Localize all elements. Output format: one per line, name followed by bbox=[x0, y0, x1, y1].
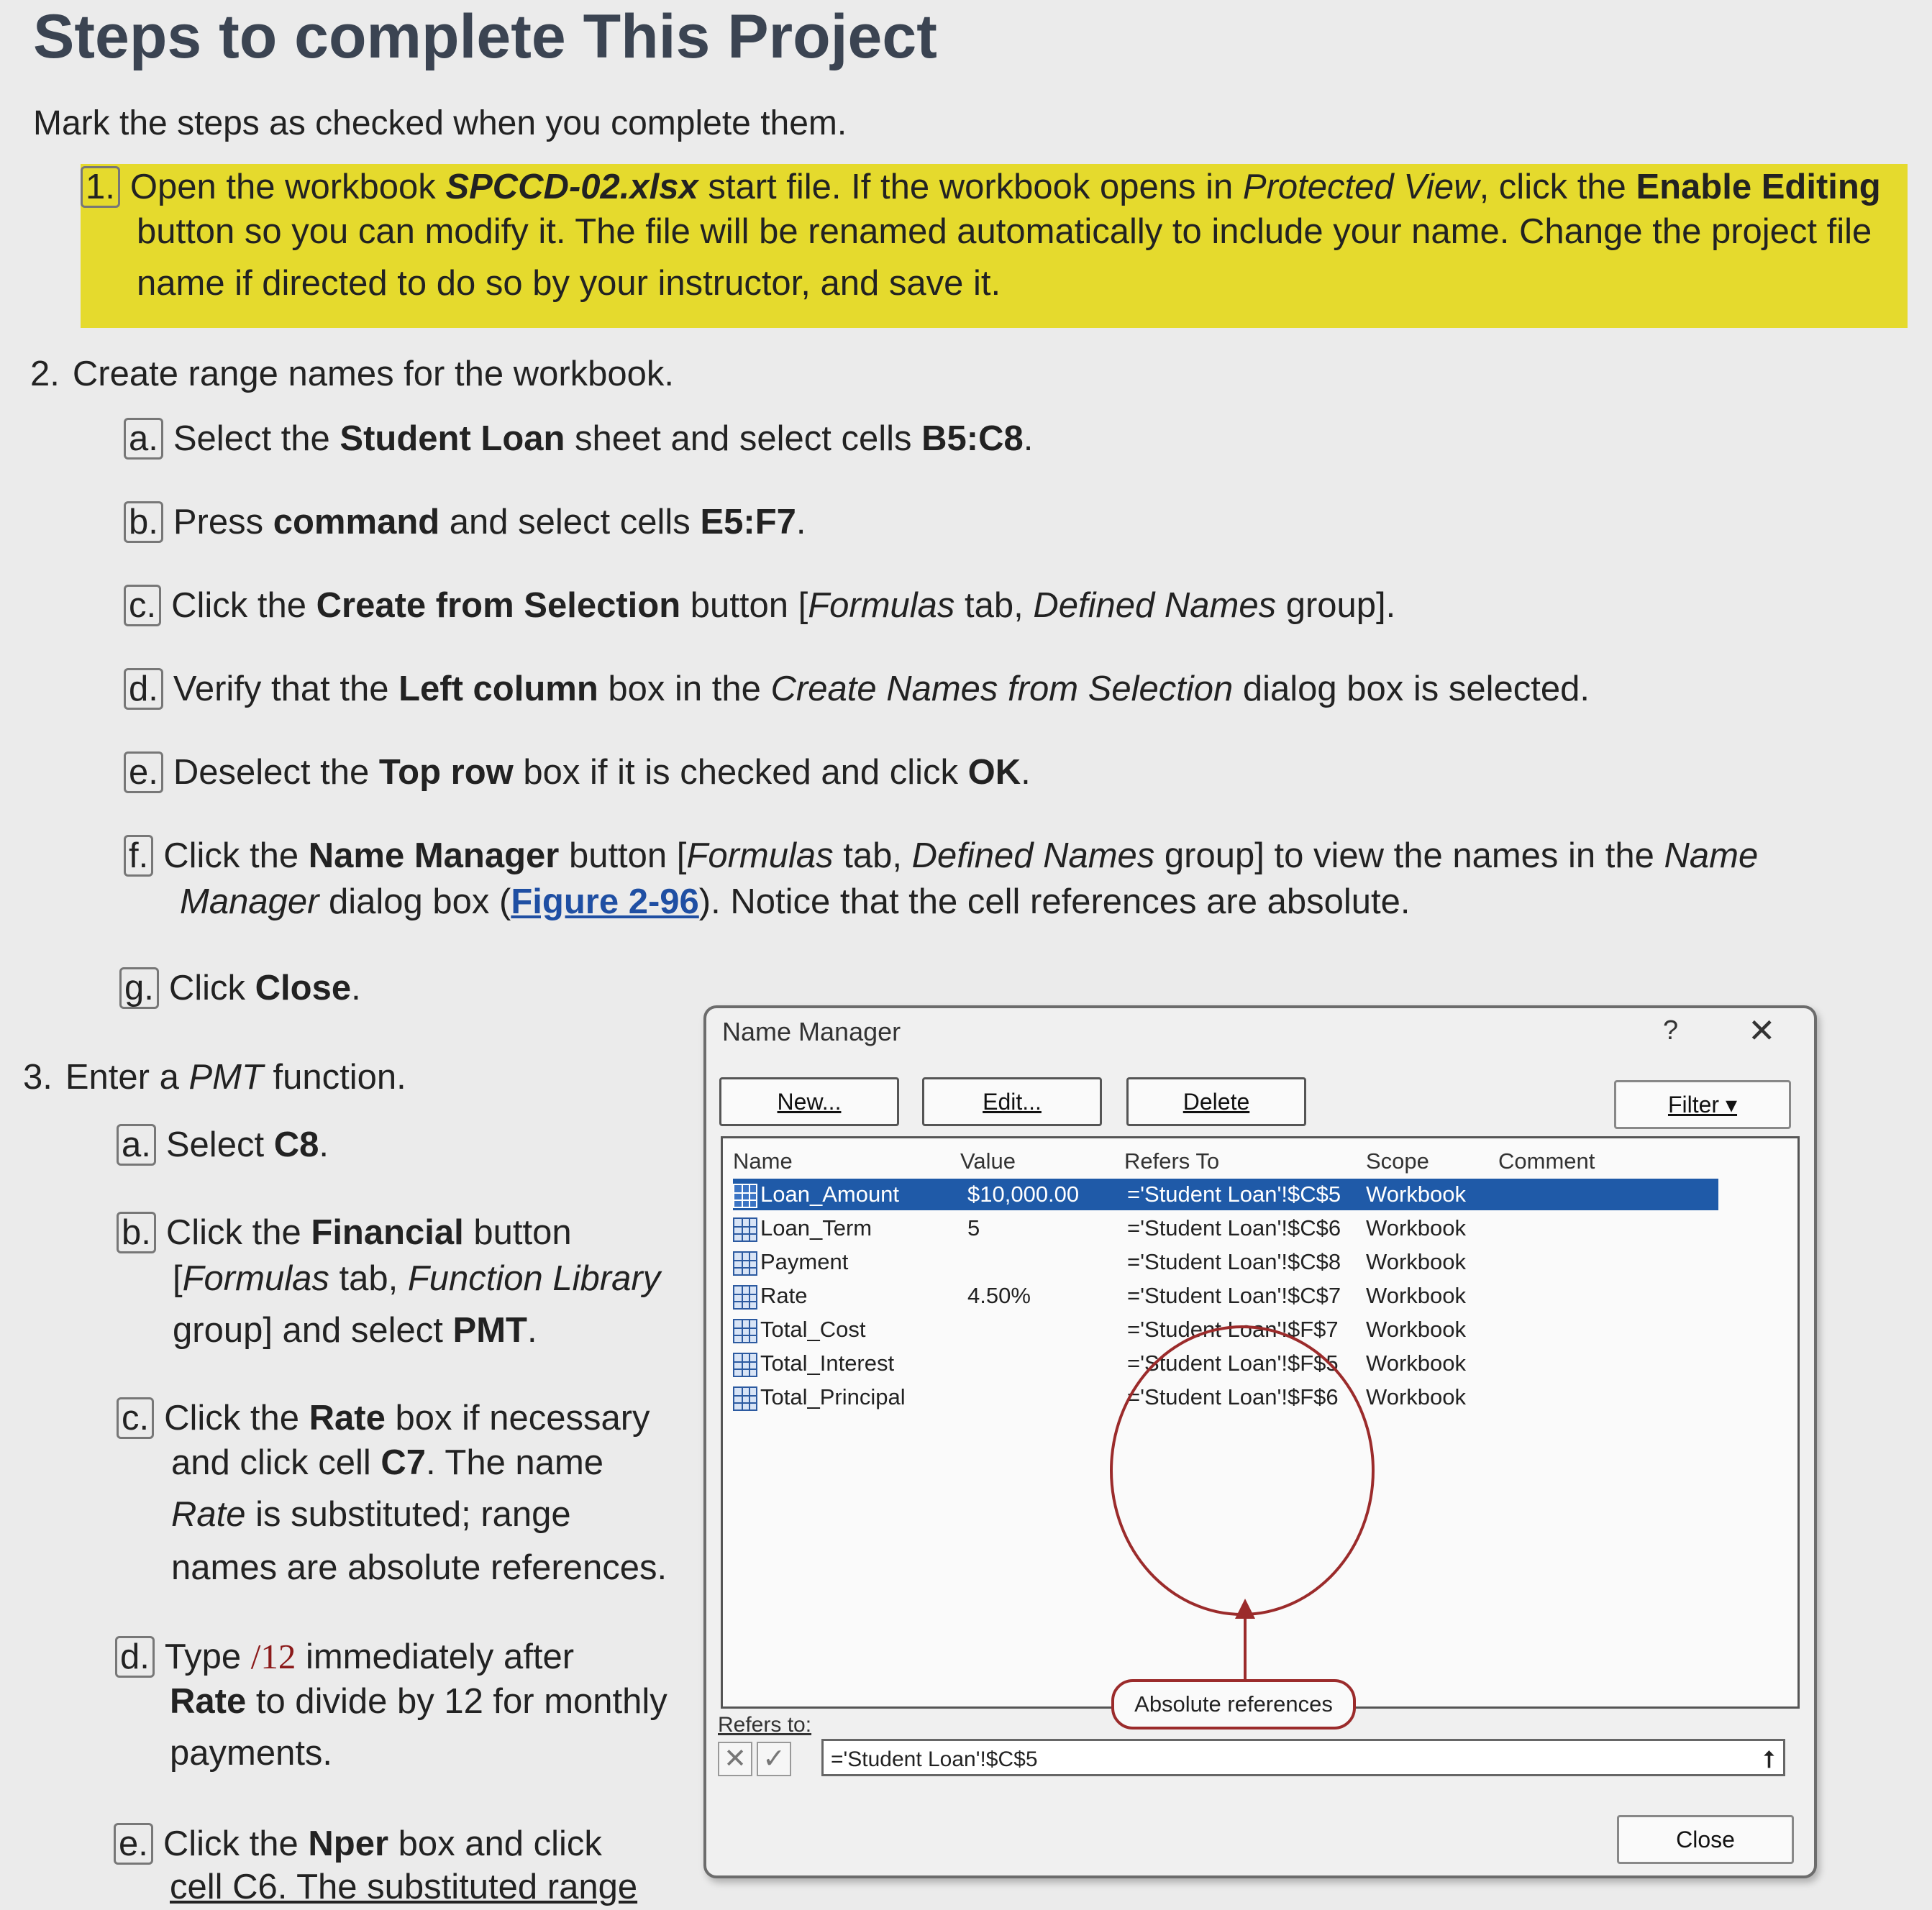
step-2f: f. Click the Name Manager button [Formulas tab, Defined Names group] to view the names in the Name bbox=[124, 833, 1758, 879]
refers-to-input[interactable]: ='Student Loan'!$C$5 ⭡ bbox=[821, 1739, 1785, 1776]
step-2g: g. Click Close. bbox=[119, 965, 361, 1011]
range-name-icon bbox=[733, 1285, 757, 1310]
table-row[interactable]: Loan_Term 5 ='Student Loan'!$C$6 Workbook bbox=[733, 1212, 1718, 1244]
step-3b-line-3: group] and select PMT. bbox=[173, 1311, 537, 1350]
help-icon[interactable]: ? bbox=[1663, 1015, 1679, 1046]
step-3a-checkbox[interactable]: a. bbox=[117, 1124, 156, 1166]
step-2e: e. Deselect the Top row box if it is checked and click OK. bbox=[124, 749, 1031, 795]
step-3c-line-2: and click cell C7. The name bbox=[171, 1443, 604, 1482]
step-3d-line-2: Rate to divide by 12 for monthly bbox=[170, 1682, 667, 1721]
step-3e-checkbox[interactable]: e. bbox=[114, 1823, 153, 1865]
range-name-icon bbox=[733, 1251, 757, 1276]
column-header-comment[interactable]: Comment bbox=[1498, 1148, 1595, 1174]
collapse-dialog-icon[interactable]: ⭡ bbox=[1763, 1747, 1774, 1773]
step-3d-line-3: payments. bbox=[170, 1734, 333, 1773]
page-title: Steps to complete This Project bbox=[33, 2, 937, 71]
table-row[interactable]: Rate 4.50% ='Student Loan'!$C$7 Workbook bbox=[733, 1280, 1718, 1312]
range-name-icon bbox=[733, 1353, 757, 1377]
column-header-scope[interactable]: Scope bbox=[1366, 1148, 1429, 1174]
filter-button[interactable]: Filter ▾ bbox=[1614, 1080, 1791, 1129]
refers-to-label: Refers to: bbox=[718, 1713, 812, 1737]
step-3c-checkbox[interactable]: c. bbox=[117, 1397, 154, 1439]
names-list[interactable] bbox=[721, 1136, 1800, 1717]
new-button[interactable]: New... bbox=[719, 1077, 899, 1126]
range-name-icon bbox=[733, 1184, 757, 1208]
step-1-checkbox[interactable]: 1. bbox=[81, 166, 120, 208]
step-2f-line-2: Manager dialog box (Figure 2-96). Notice that the cell references are absolute. bbox=[180, 882, 1411, 921]
cancel-edit-icon[interactable]: ✕ bbox=[718, 1742, 752, 1776]
step-3b-line-2: [Formulas tab, Function Library bbox=[173, 1259, 661, 1298]
callout-arrow bbox=[1244, 1616, 1247, 1679]
step-1-line-2: button so you can modify it. The file will be renamed automatically to include your name. Change the project file bbox=[137, 212, 1872, 251]
table-row[interactable]: Payment ='Student Loan'!$C$8 Workbook bbox=[733, 1246, 1718, 1278]
table-row[interactable]: Total_Interest ='Student Loan'!$F$5 Workbook bbox=[733, 1348, 1718, 1379]
step-2c: c. Click the Create from Selection button [Formulas tab, Defined Names group]. bbox=[124, 582, 1395, 629]
step-2a-checkbox[interactable]: a. bbox=[124, 418, 163, 460]
step-3: 3. Enter a PMT function. bbox=[23, 1058, 406, 1097]
step-3e: e. Click the Nper box and click bbox=[114, 1821, 602, 1867]
step-2b: b. Press command and select cells E5:F7. bbox=[124, 499, 806, 545]
edit-button[interactable]: Edit... bbox=[922, 1077, 1102, 1126]
step-3c-line-4: names are absolute references. bbox=[171, 1548, 667, 1587]
step-1: 1. Open the workbook SPCCD-02.xlsx start file. If the workbook opens in Protected View, click the Enable Editing bbox=[81, 164, 1908, 210]
column-header-value[interactable]: Value bbox=[960, 1148, 1016, 1174]
step-3c: c. Click the Rate box if necessary bbox=[117, 1395, 650, 1441]
step-3b: b. Click the Financial button bbox=[117, 1210, 572, 1256]
step-3c-line-3: Rate is substituted; range bbox=[171, 1495, 571, 1534]
range-name-icon bbox=[733, 1217, 757, 1242]
absolute-references-callout: Absolute references bbox=[1111, 1679, 1356, 1729]
column-header-refers-to[interactable]: Refers To bbox=[1124, 1148, 1220, 1174]
table-row[interactable]: Total_Cost ='Student Loan'!$F$7 Workbook bbox=[733, 1314, 1718, 1345]
column-header-name[interactable]: Name bbox=[733, 1148, 793, 1174]
confirm-edit-icon[interactable]: ✓ bbox=[757, 1742, 791, 1776]
step-2g-checkbox[interactable]: g. bbox=[119, 967, 159, 1009]
step-2b-checkbox[interactable]: b. bbox=[124, 501, 163, 543]
step-2d-checkbox[interactable]: d. bbox=[124, 668, 163, 710]
absolute-references-oval bbox=[1110, 1325, 1375, 1616]
step-2c-checkbox[interactable]: c. bbox=[124, 585, 161, 626]
step-3d-checkbox[interactable]: d. bbox=[115, 1636, 155, 1678]
step-2e-checkbox[interactable]: e. bbox=[124, 751, 163, 793]
delete-button[interactable]: Delete bbox=[1126, 1077, 1306, 1126]
figure-link[interactable]: Figure 2-96 bbox=[511, 882, 699, 921]
table-row[interactable]: Loan_Amount $10,000.00 ='Student Loan'!$C$5 Workbook bbox=[733, 1179, 1718, 1210]
step-1-line-3: name if directed to do so by your instructor, and save it. bbox=[137, 264, 1001, 303]
close-icon[interactable]: ✕ bbox=[1748, 1012, 1776, 1049]
step-2d: d. Verify that the Left column box in the Create Names from Selection dialog box is selected. bbox=[124, 666, 1590, 712]
step-2a: a. Select the Student Loan sheet and select cells B5:C8. bbox=[124, 416, 1033, 462]
range-name-icon bbox=[733, 1386, 757, 1411]
step-2: 2. Create range names for the workbook. bbox=[30, 355, 675, 393]
name-manager-dialog bbox=[703, 1005, 1817, 1878]
intro-text: Mark the steps as checked when you complete them. bbox=[33, 104, 847, 142]
step-3a: a. Select C8. bbox=[117, 1122, 329, 1168]
step-2f-checkbox[interactable]: f. bbox=[124, 835, 153, 877]
step-3e-line-2: cell C6. The substituted range bbox=[170, 1868, 638, 1906]
dialog-title: Name Manager bbox=[722, 1017, 901, 1046]
table-row[interactable]: Total_Principal ='Student Loan'!$F$6 Workbook bbox=[733, 1381, 1718, 1413]
range-name-icon bbox=[733, 1319, 757, 1343]
step-3d: d. Type /12 immediately after bbox=[115, 1634, 574, 1680]
close-button[interactable]: Close bbox=[1617, 1815, 1794, 1864]
step-3b-checkbox[interactable]: b. bbox=[117, 1212, 156, 1253]
